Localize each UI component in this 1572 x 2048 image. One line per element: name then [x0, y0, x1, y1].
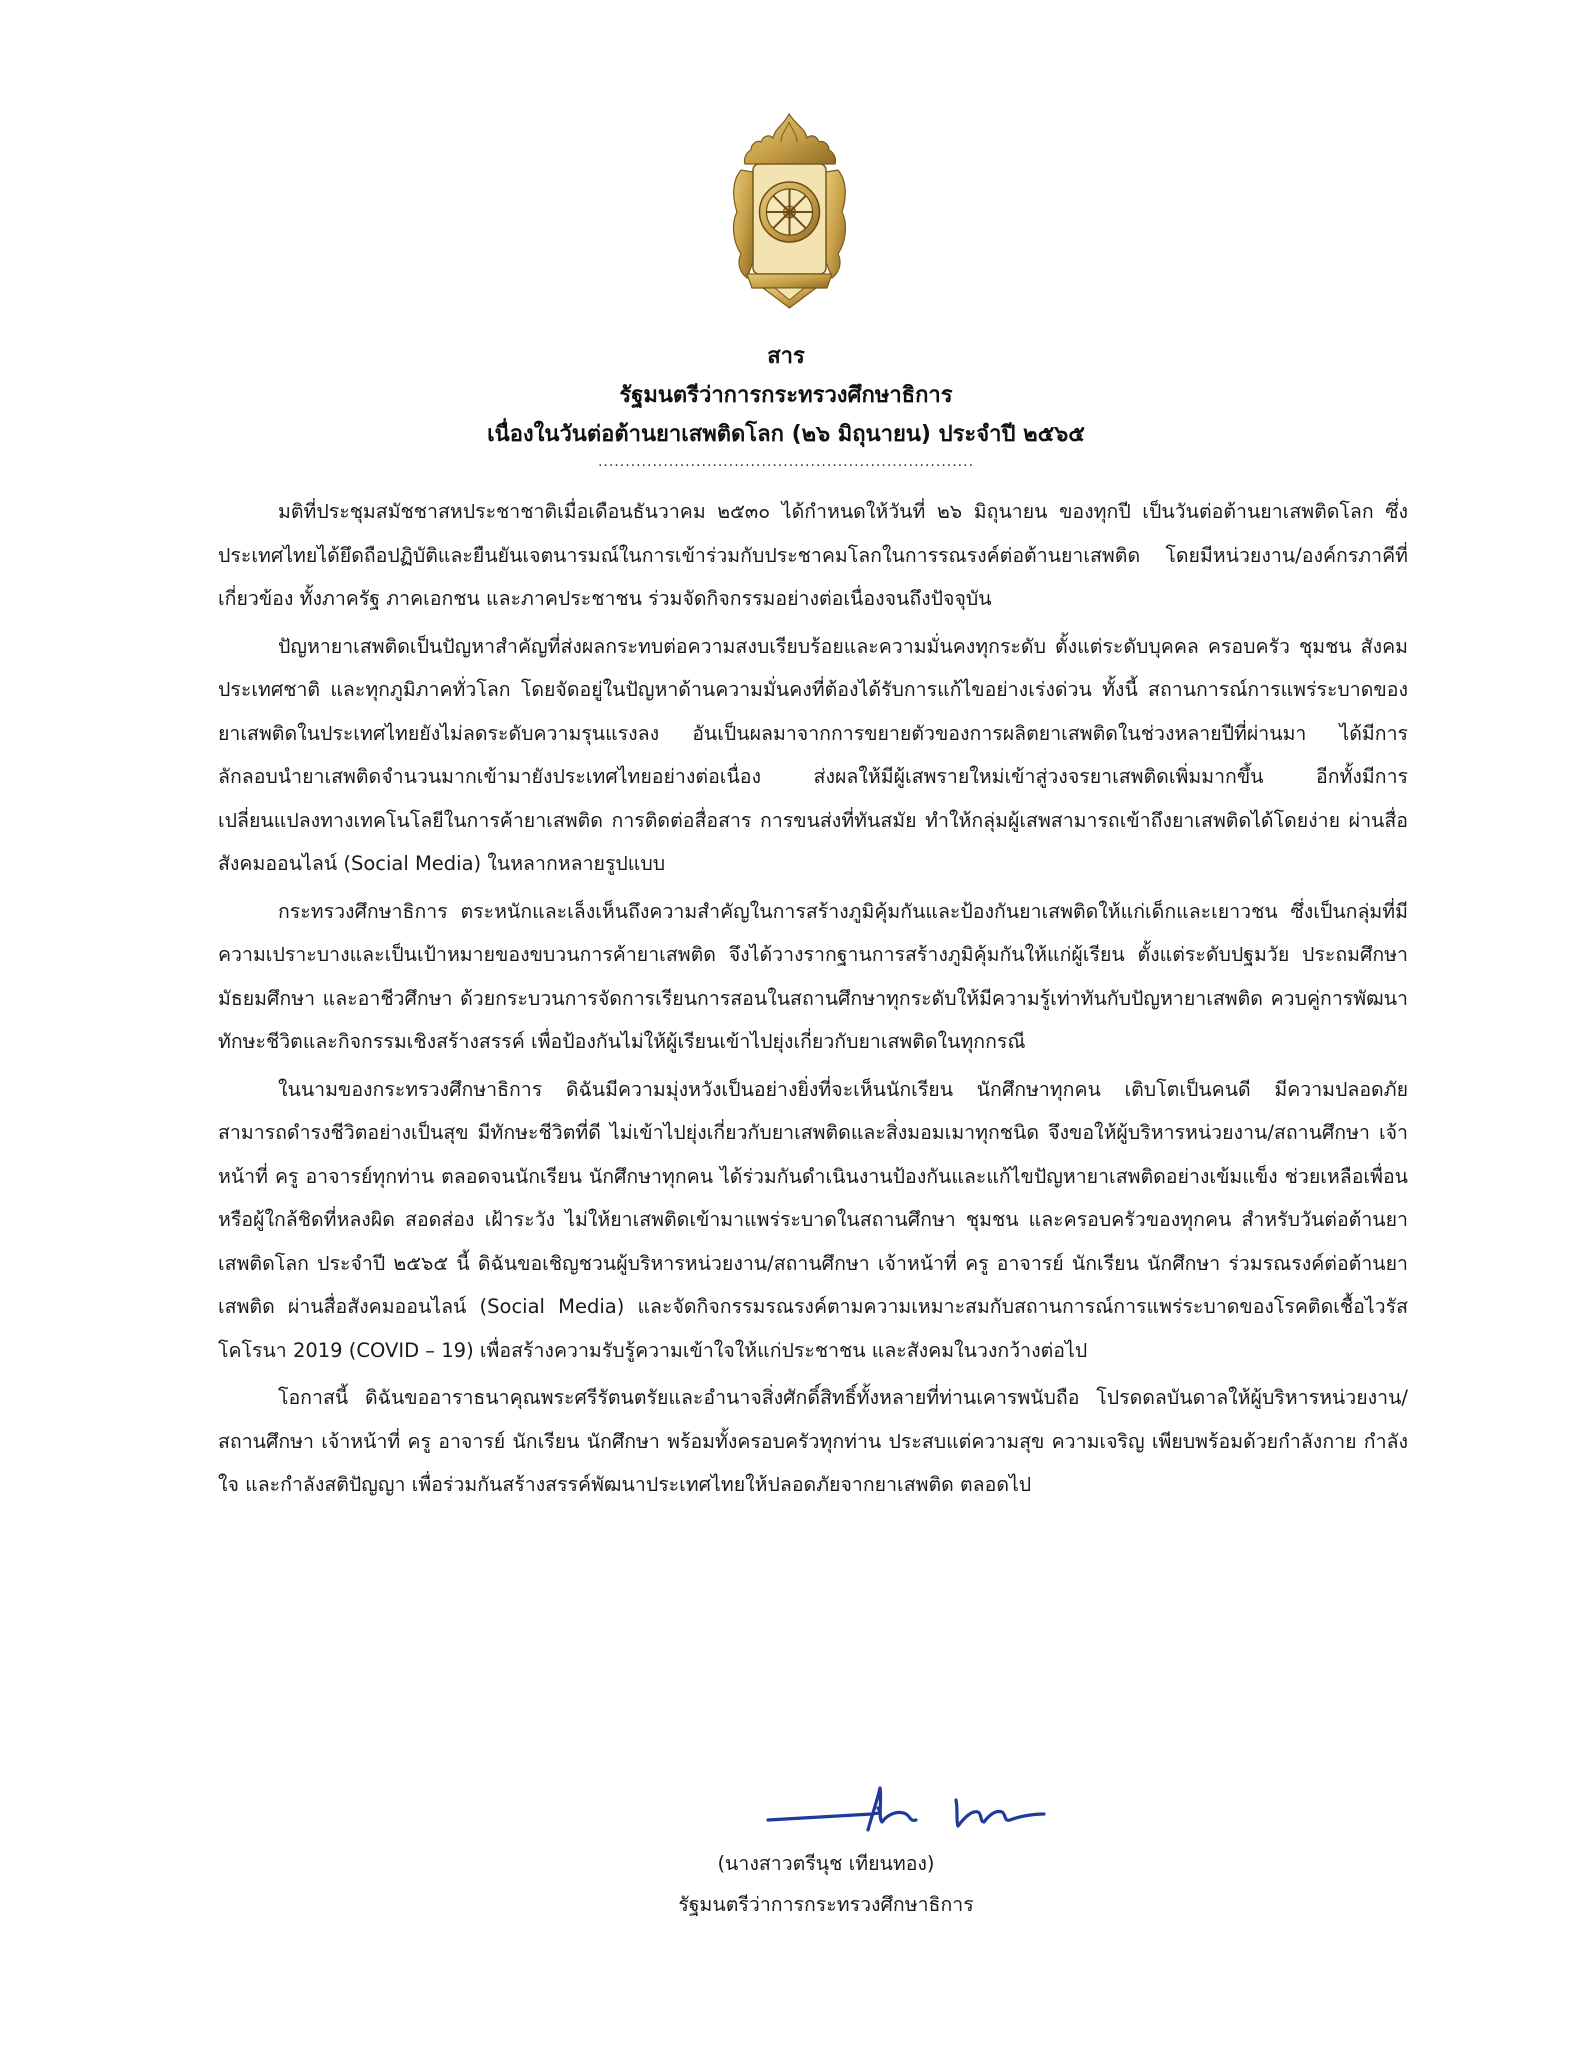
ministry-emblem-icon [727, 112, 852, 310]
signature-image [760, 1770, 1050, 1840]
document-heading-author: รัฐมนตรีว่าการกระทรวงศึกษาธิการ [619, 383, 953, 408]
paragraph-3: กระทรวงศึกษาธิการ ตระหนักและเล็งเห็นถึงความสำคัญในการสร้างภูมิคุ้มกันและป้องกันยาเสพติดให้แก่เด็กและเยาวชน ซึ่งเป็นกลุ่มที่มีความเปราะบางและเป็นเป้าหมายของขบวนการค้ายาเสพติด จึงได้วางรากฐานการสร้างภูมิคุ้มกันให้แก่ผู้เรียน ตั้งแต่ระดับปฐมวัย ประถมศึกษา มัธยมศึกษา และอาชีวศึกษา ด้วยกระบวนการจัดการเรียนการสอนในสถานศึกษาทุกระดับให้มีความรู้เท่าทันกับปัญหายาเสพติด ควบคู่การพัฒนาทักษะชีวิตและกิจกรรมเชิงสร้างสรรค์ เพื่อป้องกันไม่ให้ผู้เรียนเข้าไปยุ่งเกี่ยวกับยาเสพติดในทุกกรณี [218, 899, 1408, 1053]
paragraph-1: มติที่ประชุมสมัชชาสหประชาชาติเมื่อเดือนธันวาคม ๒๕๓๐ ได้กำหนดให้วันที่ ๒๖ มิถุนายน ของทุกปี เป็นวันต่อต้านยาเสพติดโลก ซึ่งประเทศไทยได้ยึดถือปฏิบัติและยืนยันเจตนารมณ์ในการเข้าร่วมกับประชาคมโลกในการรณรงค์ต่อต้านยาเสพติด โดยมีหน่วยงาน/องค์กรภาคีที่เกี่ยวข้อง ทั้งภาครัฐ ภาคเอกชน และภาคประชาชน ร่วมจัดกิจกรรมอย่างต่อเนื่องจนถึงปัจจุบัน [218, 500, 1408, 610]
document-body [218, 490, 1408, 1511]
document-heading-type: สาร [767, 344, 805, 369]
paragraph-5: โอกาสนี้ ดิฉันขออาราธนาคุณพระศรีรัตนตรัยและอำนาจสิ่งศักดิ์สิทธิ์ทั้งหลายที่ท่านเคารพนับถือ โปรดดลบันดาลให้ผู้บริหารหน่วยงาน/สถานศึกษา เจ้าหน้าที่ ครู อาจารย์ นักเรียน นักศึกษา พร้อมทั้งครอบครัวทุกท่าน ประสบแต่ความสุข ความเจริญ เพียบพร้อมด้วยกำลังกาย กำลังใจ และกำลังสติปัญญา เพื่อร่วมกันสร้างสรรค์พัฒนาประเทศไทยให้ปลอดภัยจากยาเสพติด ตลอดไป [218, 1386, 1408, 1496]
signatory-name: (นางสาวตรีนุช เทียนทอง) [717, 1852, 935, 1875]
document-heading-occasion: เนื่องในวันต่อต้านยาเสพติดโลก (๒๖ มิถุนายน) ประจำปี ๒๕๖๕ [487, 422, 1085, 447]
heading-separator: ..................................................................... [597, 454, 975, 470]
paragraph-2: ปัญหายาเสพติดเป็นปัญหาสำคัญที่ส่งผลกระทบต่อความสงบเรียบร้อยและความมั่นคงทุกระดับ ตั้งแต่ระดับบุคคล ครอบครัว ชุมชน สังคม ประเทศชาติ และทุกภูมิภาคทั่วโลก โดยจัดอยู่ในปัญหาด้านความมั่นคงที่ต้องได้รับการแก้ไขอย่างเร่งด่วน ทั้งนี้ สถานการณ์การแพร่ระบาดของยาเสพติดในประเทศไทยยังไม่ลดระดับความรุนแรงลง อันเป็นผลมาจากการขยายตัวของการผลิตยาเสพติดในช่วงหลายปีที่ผ่านมา ได้มีการลักลอบนำยาเสพติดจำนวนมากเข้ามายังประเทศไทยอย่างต่อเนื่อง ส่งผลให้มีผู้เสพรายใหม่เข้าสู่วงจรยาเสพติดเพิ่มมากขึ้น อีกทั้งมีการเปลี่ยนแปลงทางเทคโนโลยีในการค้ายาเสพติด การติดต่อสื่อสาร การขนส่งที่ทันสมัย ทำให้กลุ่มผู้เสพสามารถเข้าถึงยาเสพติดได้โดยง่าย ผ่านสื่อสังคมออนไลน์ (Social Media) ในหลากหลายรูปแบบ [218, 634, 1408, 875]
signatory-title: รัฐมนตรีว่าการกระทรวงศึกษาธิการ [678, 1893, 974, 1916]
paragraph-4: ในนามของกระทรวงศึกษาธิการ ดิฉันมีความมุ่งหวังเป็นอย่างยิ่งที่จะเห็นนักเรียน นักศึกษาทุกคน เติบโตเป็นคนดี มีความปลอดภัย สามารถดำรงชีวิตอย่างเป็นสุข มีทักษะชีวิตที่ดี ไม่เข้าไปยุ่งเกี่ยวกับยาเสพติดและสิ่งมอมเมาทุกชนิด จึงขอให้ผู้บริหารหน่วยงาน/สถานศึกษา เจ้าหน้าที่ ครู อาจารย์ทุกท่าน ตลอดจนนักเรียน นักศึกษาทุกคน ได้ร่วมกันดำเนินงานป้องกันและแก้ไขปัญหายาเสพติดอย่างเข้มแข็ง ช่วยเหลือเพื่อนหรือผู้ใกล้ชิดที่หลงผิด สอดส่อง เฝ้าระวัง ไม่ให้ยาเสพติดเข้ามาแพร่ระบาดในสถานศึกษา ชุมชน และครอบครัวของทุกคน สำหรับวันต่อต้านยาเสพติดโลก ประจำปี ๒๕๖๕ นี้ ดิฉันขอเชิญชวนผู้บริหารหน่วยงาน/สถานศึกษา เจ้าหน้าที่ ครู อาจารย์ นักเรียน นักศึกษา ร่วมรณรงค์ต่อต้านยาเสพติด ผ่านสื่อสังคมออนไลน์ (Social Media) และจัดกิจกรรมรณรงค์ตามความเหมาะสมกับสถานการณ์การแพร่ระบาดของโรคติดเชื้อไวรัสโคโรนา 2019 (COVID – 19) เพื่อสร้างความรับรู้ความเข้าใจให้แก่ประชาชน และสังคมในวงกว้างต่อไป [218, 1077, 1408, 1362]
